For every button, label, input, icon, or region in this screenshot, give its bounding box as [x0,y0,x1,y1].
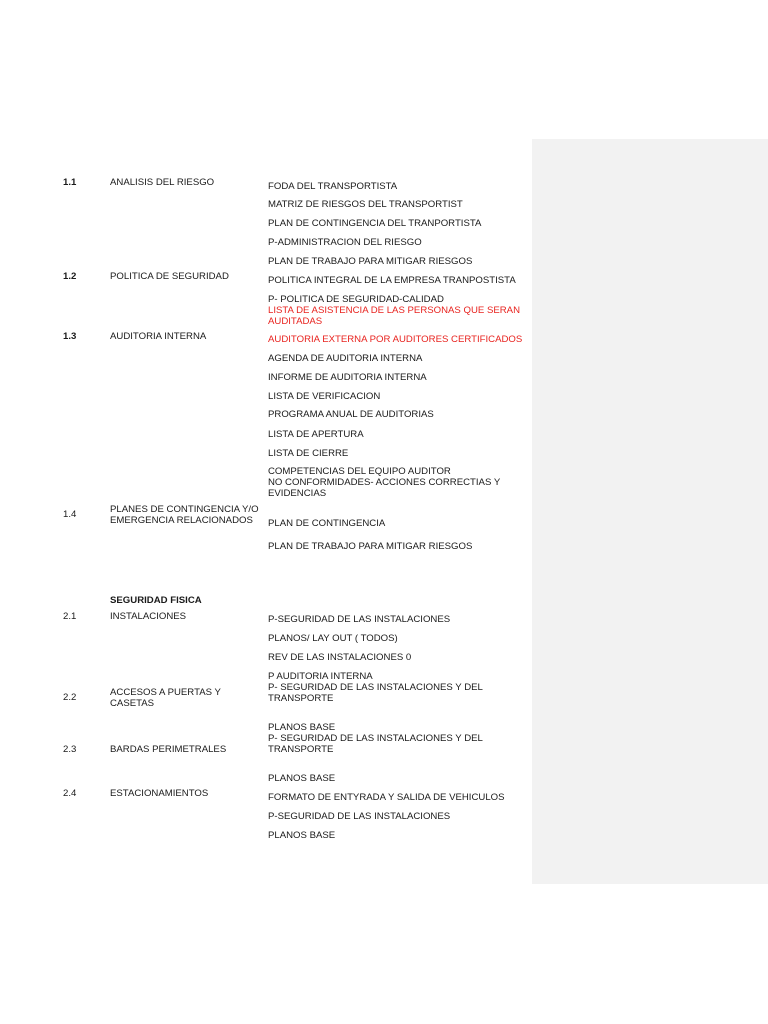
document-item-highlighted: AUDITORIA EXTERNA POR AUDITORES CERTIFICADOS [268,334,523,345]
section-number-1-3: 1.3 [63,331,77,342]
section-name-1-1: ANALISIS DEL RIESGO [110,177,215,188]
section-name-2-3: BARDAS PERIMETRALES [110,744,227,755]
document-item: PLAN DE TRABAJO PARA MITIGAR RIESGOS [268,541,473,552]
document-item: P- SEGURIDAD DE LAS INSTALACIONES Y DEL [268,682,483,693]
document-item: LISTA DE VERIFICACION [268,391,381,402]
document-item: MATRIZ DE RIESGOS DEL TRANSPORTIST [268,199,463,210]
document-item: LISTA DE APERTURA [268,429,364,440]
document-item: P- POLITICA DE SEGURIDAD-CALIDAD [268,294,444,305]
section-name-1-3: AUDITORIA INTERNA [110,331,207,342]
document-item: PLAN DE TRABAJO PARA MITIGAR RIESGOS [268,256,473,267]
document-item: P AUDITORIA INTERNA [268,671,373,682]
section-name-1-4-line1: PLANES DE CONTINGENCIA Y/O [110,504,259,515]
document-item: PLANOS BASE [268,773,336,784]
section-number-2-1: 2.1 [63,611,77,622]
document-item: AGENDA DE AUDITORIA INTERNA [268,353,423,364]
section-name-2-1: INSTALACIONES [110,611,187,622]
section-name-2-2-line1: ACCESOS A PUERTAS Y [110,687,221,698]
document-item: REV DE LAS INSTALACIONES 0 [268,652,412,663]
document-item: FODA DEL TRANSPORTISTA [268,181,398,192]
document-item: EVIDENCIAS [268,488,327,499]
section-name-1-4-line2: EMERGENCIA RELACIONADOS [110,515,253,526]
section-name-1-2: POLITICA DE SEGURIDAD [110,271,229,282]
document-item: PLANOS BASE [268,830,336,841]
section-name-2-2-line2: CASETAS [110,698,155,709]
physical-security-heading: SEGURIDAD FISICA [110,595,202,606]
document-item: COMPETENCIAS DEL EQUIPO AUDITOR [268,466,451,477]
document-item: PLAN DE CONTINGENCIA DEL TRANPORTISTA [268,218,482,229]
comment-pane [532,139,768,884]
document-item: PLANOS/ LAY OUT ( TODOS) [268,633,398,644]
document-item: P-SEGURIDAD DE LAS INSTALACIONES [268,614,451,625]
document-item: FORMATO DE ENTYRADA Y SALIDA DE VEHICULOS [268,792,505,803]
document-item: PLANOS BASE [268,722,336,733]
document-item: P-SEGURIDAD DE LAS INSTALACIONES [268,811,451,822]
document-item: P-ADMINISTRACION DEL RIESGO [268,237,422,248]
document-item: TRANSPORTE [268,693,334,704]
document-item: PROGRAMA ANUAL DE AUDITORIAS [268,409,434,420]
document-item-highlighted: AUDITADAS [268,316,323,327]
document-item: PLAN DE CONTINGENCIA [268,518,386,529]
document-item: INFORME DE AUDITORIA INTERNA [268,372,427,383]
section-number-2-3: 2.3 [63,744,77,755]
section-number-1-1: 1.1 [63,177,77,188]
section-number-1-4: 1.4 [63,509,77,520]
document-item: LISTA DE CIERRE [268,448,349,459]
section-number-2-2: 2.2 [63,692,77,703]
section-number-1-2: 1.2 [63,271,77,282]
document-item: TRANSPORTE [268,744,334,755]
document-item: NO CONFORMIDADES- ACCIONES CORRECTIAS Y [268,477,501,488]
document-item: POLITICA INTEGRAL DE LA EMPRESA TRANPOSTISTA [268,275,516,286]
document-item-highlighted: LISTA DE ASISTENCIA DE LAS PERSONAS QUE SERAN [268,305,521,316]
document-item: P- SEGURIDAD DE LAS INSTALACIONES Y DEL [268,733,483,744]
section-name-2-4: ESTACIONAMIENTOS [110,788,209,799]
section-number-2-4: 2.4 [63,788,77,799]
